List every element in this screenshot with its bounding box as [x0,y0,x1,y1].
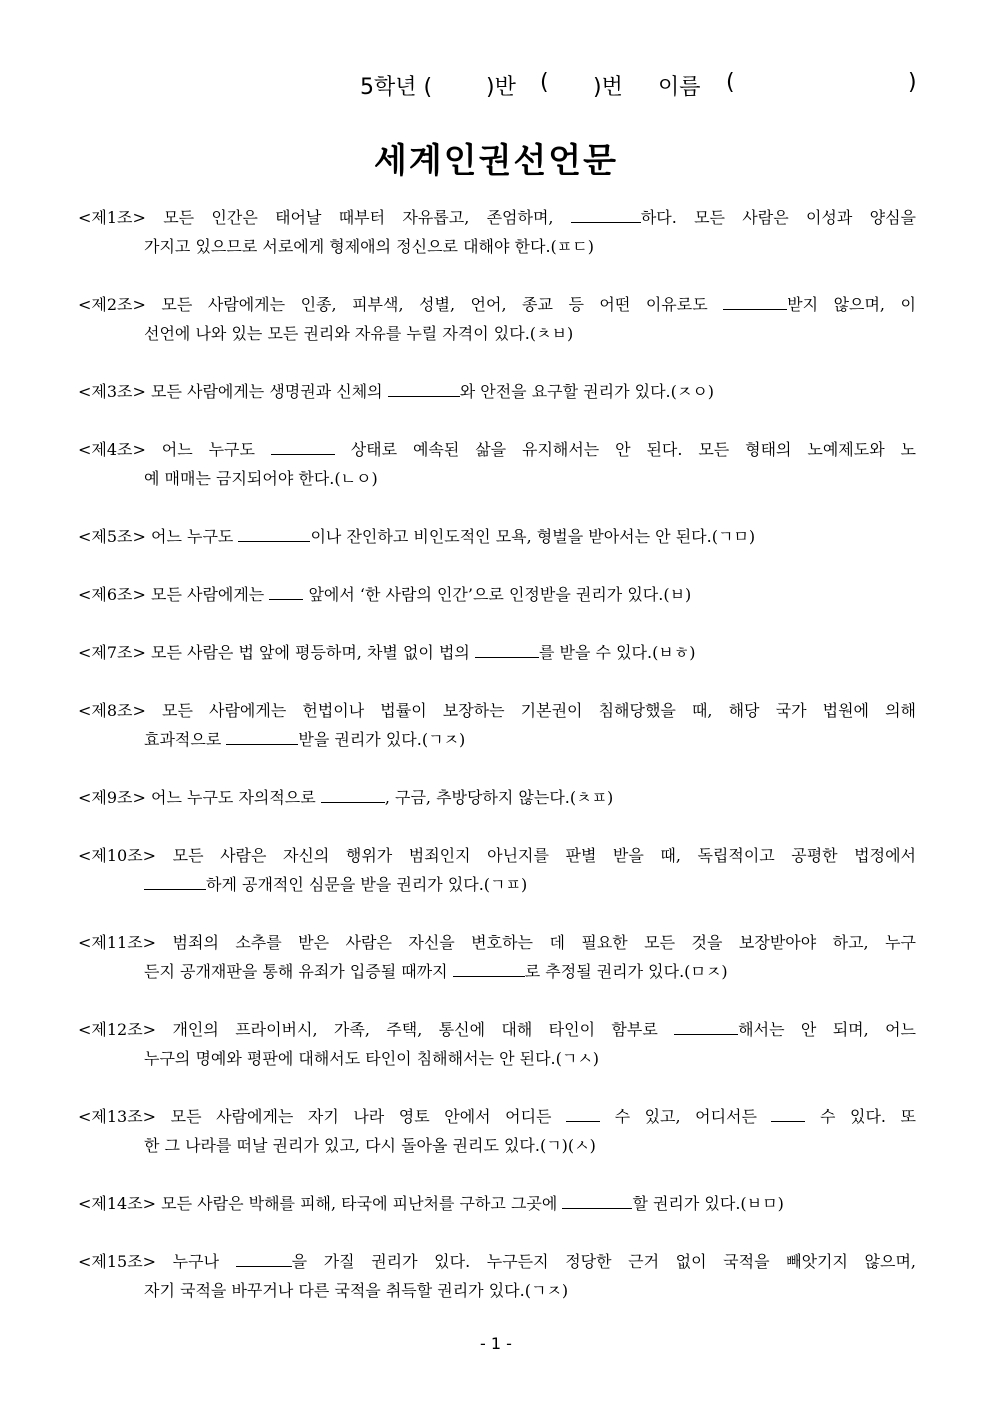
class-label: )반 [486,75,516,100]
article-line [78,1189,916,1218]
student-info-line [360,70,920,100]
article-line [78,1276,916,1305]
article-text: 상태로 예속된 삶을 유지해서는 안 된다. 모든 형태의 노예제도와 노 [334,440,916,459]
article-text: 받을 권리가 있다.(ㄱㅈ) [298,730,466,749]
article-line [78,1102,916,1131]
article-9 [78,783,916,812]
article-text: 하다. 모든 사람은 이성과 양심을 [640,208,917,227]
fill-in-blank[interactable] [271,440,335,455]
article-text: 을 가질 권리가 있다. 누구든지 정당한 근거 없이 국적을 빼앗기지 않으며, [291,1252,917,1271]
article-line [78,580,916,609]
article-8 [78,696,916,754]
article-text: <제6조> 모든 사람에게는 [78,585,270,604]
article-text: <제15조> 누구나 [78,1252,236,1271]
article-4 [78,435,916,493]
article-text: <제13조> 모든 사람에게는 자기 나라 영토 안에서 어디든 [78,1107,567,1126]
article-text: 받지 않으며, 이 [787,295,916,314]
article-line [78,522,916,551]
article-text: 앞에서 ‘한 사람의 인간’으로 인정받을 권리가 있다.(ㅂ) [303,585,692,604]
article-text: 와 안전을 요구할 권리가 있다.(ㅈㅇ) [459,382,715,401]
fill-in-blank[interactable] [453,962,525,977]
article-2 [78,290,916,348]
article-text: 이나 잔인하고 비인도적인 모욕, 형벌을 받아서는 안 된다.(ㄱㅁ) [310,527,756,546]
name-close: ) [908,70,917,95]
article-text: <제7조> 모든 사람은 법 앞에 평등하며, 차별 없이 법의 [78,643,475,662]
article-12 [78,1015,916,1073]
number-open: ( [540,70,549,95]
article-text: 예 매매는 금지되어야 한다.(ㄴㅇ) [144,469,378,488]
document-title: 세계인권선언문 [374,141,618,181]
article-text: 선언에 나와 있는 모든 권리와 자유를 누릴 자격이 있다.(ㅊㅂ) [144,324,574,343]
article-text: <제4조> 어느 누구도 [78,440,271,459]
article-1 [78,203,916,261]
article-line [78,290,916,319]
article-text: <제1조> 모든 인간은 태어날 때부터 자유롭고, 존엄하며, [78,208,571,227]
article-line [78,928,916,957]
article-7 [78,638,916,667]
article-line [78,870,916,899]
article-text: 로 추정될 권리가 있다.(ㅁㅈ) [524,962,728,981]
article-text: 할 권리가 있다.(ㅂㅁ) [632,1194,784,1213]
grade-label: 5학년 ( [360,75,433,100]
article-text: <제5조> 어느 누구도 [78,527,239,546]
fill-in-blank[interactable] [144,875,206,890]
article-line [78,725,916,754]
fill-in-blank[interactable] [475,643,539,658]
article-text: 한 그 나라를 떠날 권리가 있고, 다시 돌아올 권리도 있다.(ㄱ)(ㅅ) [144,1136,596,1155]
article-text: <제2조> 모든 사람에게는 인종, 피부색, 성별, 언어, 종교 등 어떤 이유로도 [78,295,724,314]
article-text: <제11조> 범죄의 소추를 받은 사람은 자신을 변호하는 데 필요한 모든 것을 보장받아야 하고, 누구 [78,933,916,952]
article-text: 가지고 있으므로 서로에게 형제애의 정신으로 대해야 한다.(ㅍㄷ) [144,237,594,256]
article-10 [78,841,916,899]
fill-in-blank[interactable] [674,1020,738,1035]
article-text: 든지 공개재판을 통해 유죄가 입증될 때까지 [144,962,453,981]
fill-in-blank[interactable] [269,585,303,600]
article-5 [78,522,916,551]
article-text: , 구금, 추방당하지 않는다.(ㅊㅍ) [384,788,614,807]
article-text: 하게 공개적인 심문을 받을 권리가 있다.(ㄱㅍ) [206,875,528,894]
article-11 [78,928,916,986]
name-label: 이름 [658,75,701,100]
fill-in-blank[interactable] [562,1194,632,1209]
name-open: ( [726,70,735,95]
page-number: - 1 - [480,1334,512,1353]
article-line [78,696,916,725]
number-label: )번 [593,75,623,100]
article-text: 를 받을 수 있다.(ㅂㅎ) [538,643,696,662]
article-6 [78,580,916,609]
fill-in-blank[interactable] [723,295,787,310]
article-line [78,1015,916,1044]
article-line [78,841,916,870]
article-line [78,377,916,406]
article-text: 수 있고, 어디서든 [600,1107,772,1126]
article-15 [78,1247,916,1305]
article-line [78,783,916,812]
article-text: <제9조> 어느 누구도 자의적으로 [78,788,321,807]
article-text: 자기 국적을 바꾸거나 다른 국적을 취득할 권리가 있다.(ㄱㅈ) [144,1281,569,1300]
article-text: <제14조> 모든 사람은 박해를 피해, 타국에 피난처를 구하고 그곳에 [78,1194,563,1213]
fill-in-blank[interactable] [226,730,298,745]
article-line [78,435,916,464]
fill-in-blank[interactable] [771,1107,805,1122]
fill-in-blank[interactable] [236,1252,292,1267]
article-line [78,464,916,493]
article-text: 해서는 안 되며, 어느 [738,1020,916,1039]
article-line [78,232,916,261]
article-line [78,319,916,348]
article-3 [78,377,916,406]
article-line [78,1044,916,1073]
article-text: <제12조> 개인의 프라이버시, 가족, 주택, 통신에 대해 타인이 함부로 [78,1020,675,1039]
fill-in-blank[interactable] [321,788,385,803]
article-text: 효과적으로 [144,730,227,749]
article-line [78,957,916,986]
article-14 [78,1189,916,1218]
article-line [78,203,916,232]
article-line [78,638,916,667]
article-text: 누구의 명예와 평판에 대해서도 타인이 침해해서는 안 된다.(ㄱㅅ) [144,1049,600,1068]
fill-in-blank[interactable] [238,527,310,542]
article-text: 수 있다. 또 [805,1107,917,1126]
fill-in-blank[interactable] [388,382,460,397]
article-text: <제3조> 모든 사람에게는 생명권과 신체의 [78,382,388,401]
fill-in-blank[interactable] [566,1107,600,1122]
article-line [78,1131,916,1160]
article-13 [78,1102,916,1160]
article-line [78,1247,916,1276]
article-text: <제10조> 모든 사람은 자신의 행위가 범죄인지 아닌지를 판별 받을 때, 독립적이고 공평한 법정에서 [78,846,916,865]
fill-in-blank[interactable] [571,208,641,223]
article-text: <제8조> 모든 사람에게는 헌법이나 법률이 보장하는 기본권이 침해당했을 때, 해당 국가 법원에 의해 [78,701,916,720]
